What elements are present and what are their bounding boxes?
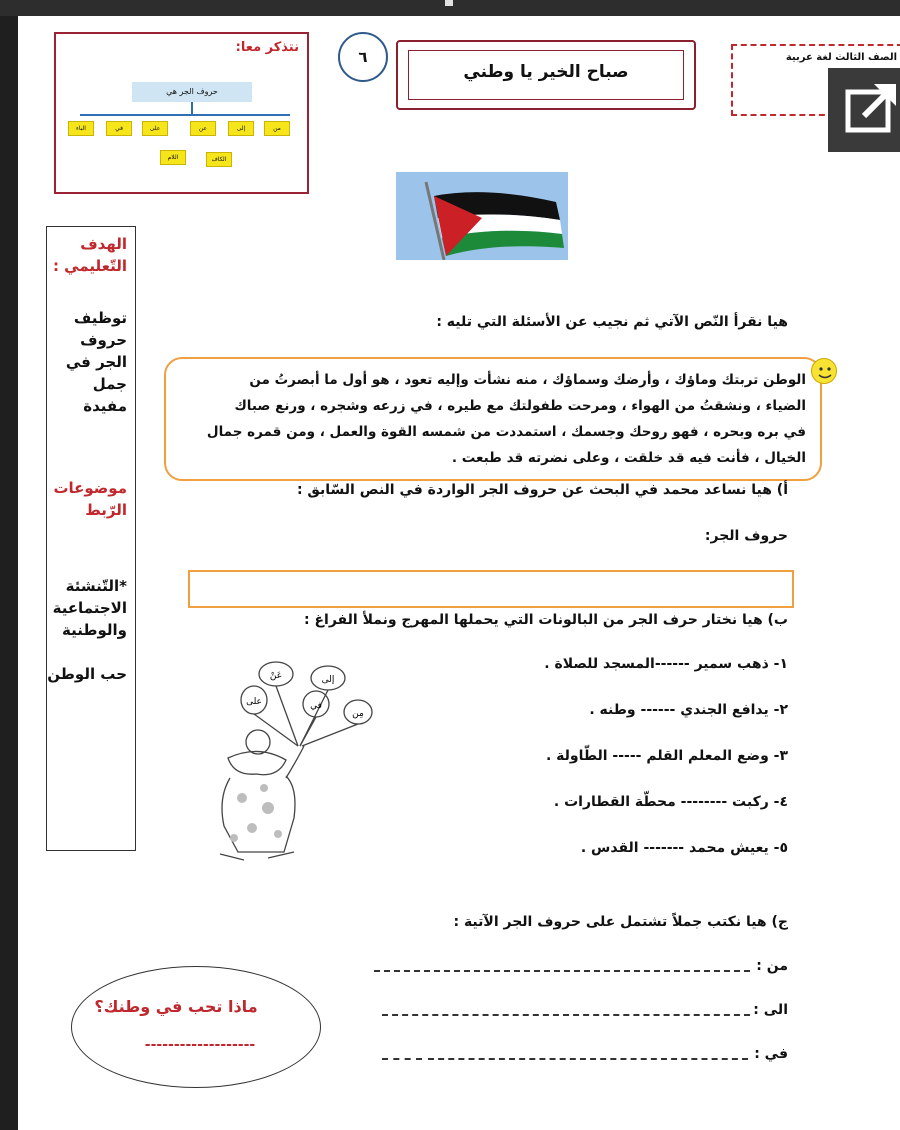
clown-illustration <box>198 648 388 873</box>
oval-question: ماذا تحب في وطنك؟ <box>94 997 258 1016</box>
goal-text: توظيف حروف الجر في جمل مفيدة <box>65 309 127 415</box>
top-pip <box>445 0 453 6</box>
chip: إلى <box>228 121 254 136</box>
balloon-label: في <box>310 701 322 711</box>
answer-line[interactable] <box>374 970 750 972</box>
expand-button[interactable] <box>828 68 900 152</box>
chip: عن <box>190 121 216 136</box>
links-title: موضوعات الرّبط <box>53 479 127 519</box>
link-social: *التّنشئة الاجتماعية والوطنية <box>52 577 127 639</box>
chip: في <box>106 121 132 136</box>
goal-title: الهدف التّعليمي : <box>52 235 127 275</box>
question-c: ج) هيا نكتب جملاً تشتمل على حروف الجر الآتية : <box>453 914 788 930</box>
title-banner <box>396 40 696 110</box>
tree-line <box>80 114 290 116</box>
sentence-3: ٣- وضع المعلم القلم ----- الطّاولة . <box>545 748 788 764</box>
remember-title: نتذكر معا: <box>235 40 299 55</box>
c-item-to: الى : <box>753 1002 788 1018</box>
intro-text: هيا نقرأ النّص الآتي ثم نجيب عن الأسئلة التي تليه : <box>436 314 788 330</box>
worksheet-page <box>18 16 900 1130</box>
smiley-icon <box>811 358 837 384</box>
lesson-number: ٦ <box>338 32 388 82</box>
chip: على <box>142 121 168 136</box>
answer-line[interactable] <box>382 1058 422 1060</box>
passage-line: الضياء ، ونشقتُ من الهواء ، ومرحت طفولتك مع طيره ، في زرعه وشجره ، ورنع صباك <box>234 398 806 414</box>
chip: الكاف <box>206 152 232 167</box>
balloon-label: على <box>246 697 262 707</box>
flag-icon <box>396 172 568 260</box>
top-bar <box>0 0 900 16</box>
oval-prompt <box>71 966 321 1088</box>
answer-line[interactable] <box>382 1014 750 1016</box>
question-a-label: حروف الجر: <box>704 528 788 544</box>
sentence-5: ٥- يعيش محمد ------- القدس . <box>580 840 788 856</box>
chip: الباء <box>68 121 94 136</box>
question-a: أ) هيا نساعد محمد في البحث عن حروف الجر الواردة في النص السّابق : <box>296 482 788 498</box>
passage-line: الخيال ، فأنت فيه قد خلقت ، وعلى نضرته قد طبعت . <box>451 450 806 466</box>
question-b: ب) هيا نختار حرف الجر من البالونات التي يحملها المهرج ونملأ الفراغ : <box>304 612 788 628</box>
chip: اللام <box>160 150 186 165</box>
balloon-label: مِن <box>352 709 364 719</box>
sentence-4: ٤- ركبت -------- محطّة القطارات . <box>553 794 788 810</box>
passage-box <box>164 357 822 481</box>
expand-icon <box>828 68 900 152</box>
banner-title: صباح الخير يا وطني <box>463 62 629 82</box>
left-edge-bar <box>0 16 18 1130</box>
c-item-from: من : <box>756 958 788 974</box>
palestine-flag-image <box>396 172 568 260</box>
sentence-2: ٢- يدافع الجندي ------ وطنه . <box>589 702 788 718</box>
answer-box[interactable] <box>188 570 794 608</box>
passage-line: الوطن تربتك وماؤك ، وأرضك وسماؤك ، منه نشأت وإليه تعود ، هو أول ما أبصرتُ من <box>249 372 806 388</box>
link-homeland: حب الوطن <box>47 665 127 683</box>
oval-line: ------------------- <box>144 1037 256 1053</box>
balloon-label: عَنْ <box>269 671 283 681</box>
remember-box <box>54 32 309 194</box>
left-info-column <box>46 226 136 851</box>
remember-heading: حروف الجر هي <box>132 82 252 102</box>
chip: من <box>264 121 290 136</box>
c-item-in: في : <box>754 1046 788 1062</box>
class-label: الصف الثالث لغة عربية <box>785 52 897 63</box>
sentence-1: ١- ذهب سمير ------المسجد للصلاة . <box>544 656 788 672</box>
answer-line[interactable] <box>428 1058 748 1060</box>
balloon-label: إلى <box>321 675 335 685</box>
passage-line: في بره وبحره ، فهو روحك وجسمك ، استمددت من شمسه القوة والعمل ، ومن قمره جمال <box>206 424 806 440</box>
